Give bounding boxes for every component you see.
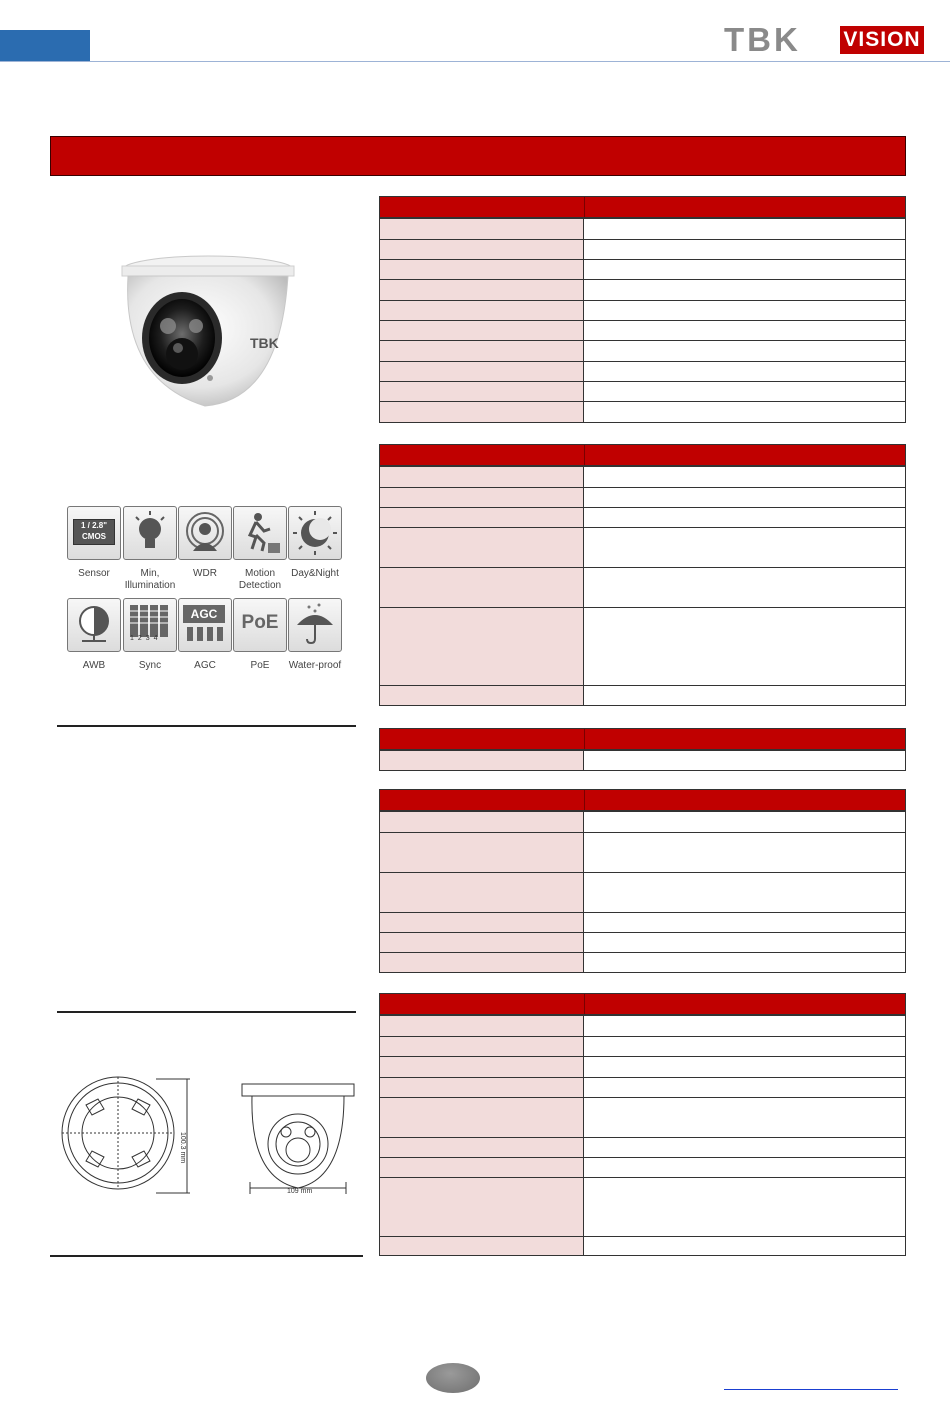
awb-icon xyxy=(67,598,121,652)
agc-badge-text: AGC xyxy=(183,605,225,623)
table-row xyxy=(380,381,905,401)
header-rule xyxy=(0,61,950,62)
feature-label-sync: Sync xyxy=(138,660,162,671)
feature-label-min-illumination: Min, Illumination xyxy=(124,568,176,591)
table-row xyxy=(380,811,905,832)
wdr-icon xyxy=(178,506,232,560)
table-row xyxy=(380,340,905,361)
waterproof-icon xyxy=(288,598,342,652)
table-row xyxy=(380,1236,905,1255)
section-rule-1 xyxy=(57,725,356,727)
spec-table-header xyxy=(380,197,905,218)
feature-label-day-night: Day&Night xyxy=(291,568,339,579)
sync-icon xyxy=(123,598,177,652)
spec-table-header xyxy=(380,445,905,466)
table-row xyxy=(380,607,905,685)
poe-icon xyxy=(233,598,287,652)
table-row xyxy=(380,239,905,259)
feature-label-awb: AWB xyxy=(82,660,106,671)
section-rule-3 xyxy=(50,1255,363,1257)
feature-label-wdr: WDR xyxy=(193,568,217,579)
camera-logo-text: TBK xyxy=(250,335,279,351)
spec-table-header xyxy=(380,790,905,811)
spec-table-lens xyxy=(379,728,906,771)
table-row xyxy=(380,912,905,932)
feature-wdr xyxy=(178,506,232,580)
table-row xyxy=(380,952,905,972)
feature-poe xyxy=(233,598,287,672)
motion-detection-icon xyxy=(233,506,287,560)
logo-tbk-text: TBK xyxy=(724,21,801,58)
feature-sync xyxy=(123,598,177,672)
spec-table-header xyxy=(380,994,905,1015)
feature-label-waterproof: Water-proof xyxy=(288,660,342,671)
sensor-size-text: 1 / 2.8" xyxy=(80,521,108,530)
feature-label-motion-detection: Motion Detection xyxy=(238,568,282,591)
spec-table-features xyxy=(379,444,906,706)
feature-sensor xyxy=(67,506,121,580)
feature-label-sensor: Sensor xyxy=(78,568,110,579)
table-row xyxy=(380,487,905,507)
feature-waterproof xyxy=(288,598,342,672)
table-row xyxy=(380,685,905,705)
agc-icon xyxy=(178,598,232,652)
sensor-type-text: CMOS xyxy=(82,532,106,541)
table-row xyxy=(380,872,905,912)
feature-day-night xyxy=(288,506,342,580)
height-dimension-label: 100.3 mm xyxy=(179,1132,186,1164)
table-row xyxy=(380,401,905,422)
table-row xyxy=(380,279,905,300)
table-row xyxy=(380,361,905,381)
table-row xyxy=(380,932,905,952)
footer-website-link[interactable] xyxy=(724,1389,898,1390)
bulb-icon xyxy=(123,506,177,560)
spec-table-header xyxy=(380,729,905,750)
feature-awb xyxy=(67,598,121,672)
product-title-band xyxy=(50,136,906,176)
table-row xyxy=(380,832,905,872)
feature-label-agc: AGC xyxy=(194,660,216,671)
table-row xyxy=(380,320,905,340)
sync-digits: 1234 xyxy=(130,635,162,642)
poe-badge-text: PoE xyxy=(241,612,279,633)
table-row xyxy=(380,1177,905,1236)
feature-min-illumination xyxy=(123,506,177,592)
table-row xyxy=(380,1097,905,1137)
table-row xyxy=(380,1157,905,1177)
feature-motion-detection xyxy=(233,506,287,592)
table-row xyxy=(380,466,905,487)
spec-table-general xyxy=(379,993,906,1256)
spec-table-network xyxy=(379,789,906,973)
table-row xyxy=(380,1036,905,1056)
table-row xyxy=(380,567,905,607)
section-rule-2 xyxy=(57,1011,356,1013)
top-view-drawing xyxy=(56,1075,196,1200)
table-row xyxy=(380,1056,905,1077)
feature-agc xyxy=(178,598,232,672)
header-accent-tab xyxy=(0,30,90,62)
page-number-badge xyxy=(426,1363,480,1393)
table-row xyxy=(380,507,905,527)
table-row xyxy=(380,259,905,279)
table-row xyxy=(380,300,905,320)
table-row xyxy=(380,527,905,567)
width-dimension-label: 109 mm xyxy=(287,1188,313,1195)
cmos-sensor-icon xyxy=(67,506,121,560)
table-row xyxy=(380,1015,905,1036)
dome-camera-image xyxy=(110,250,310,420)
side-view-drawing xyxy=(236,1078,356,1198)
table-row xyxy=(380,750,905,770)
tbk-vision-logo xyxy=(724,21,924,58)
day-night-icon xyxy=(288,506,342,560)
table-row xyxy=(380,218,905,239)
spec-table-camera xyxy=(379,196,906,423)
table-row xyxy=(380,1077,905,1097)
logo-vision-text: VISION xyxy=(840,26,924,54)
feature-label-poe: PoE xyxy=(250,660,270,671)
table-row xyxy=(380,1137,905,1157)
